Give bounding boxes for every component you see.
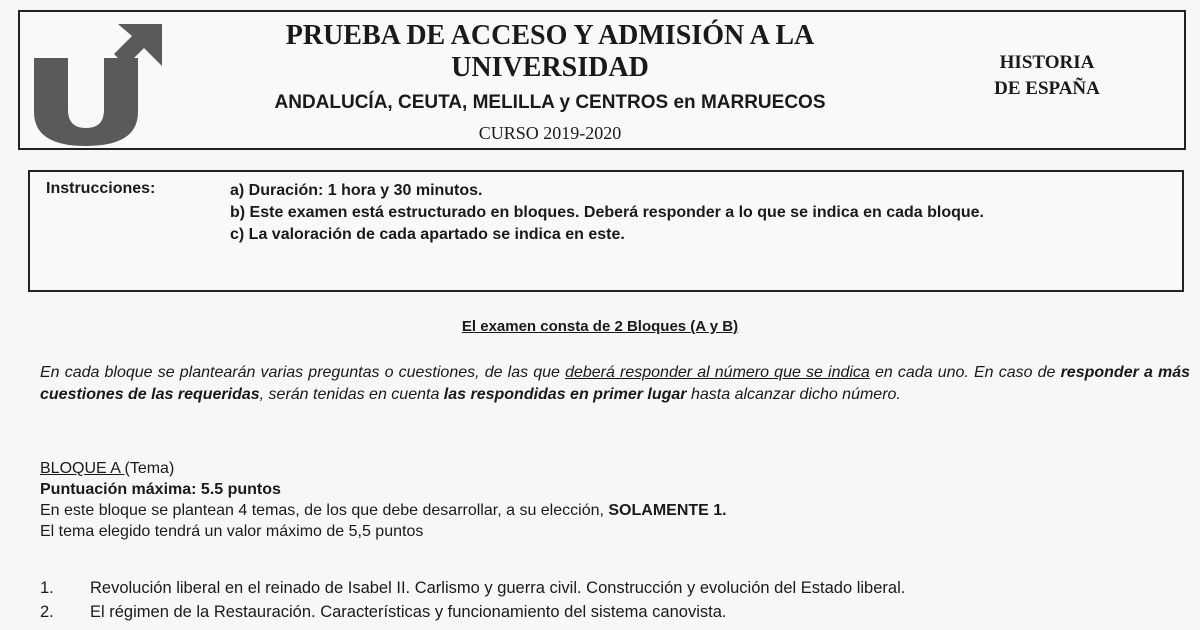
topic-number: 2. (40, 603, 54, 621)
course-label: CURSO 2019-2020 (478, 123, 622, 143)
intro-text-4: hasta alcanzar dicho número. (686, 386, 901, 403)
bloque-a-type: (Tema) (124, 460, 175, 477)
title-area (230, 20, 870, 144)
list-item (40, 600, 1190, 624)
bloque-a-note: El tema elegido tendrá un valor máximo de 5,5 puntos (40, 523, 424, 540)
intro-text-2: en cada uno. En caso de (869, 364, 1061, 381)
bloque-a-description (40, 500, 1190, 521)
bloque-a-heading (40, 458, 1190, 479)
intro-bold-1: responder a más cuestiones de las requeridas (40, 364, 1191, 403)
instruction-item: c) La valoración de cada apartado se indica en este. (230, 226, 625, 243)
topic-number: 1. (40, 579, 54, 597)
intro-paragraph (40, 362, 1190, 406)
intro-bold-2: las respondidas en primer lugar (443, 386, 687, 403)
bloque-a-title: BLOQUE A (40, 460, 125, 477)
bloque-a-section (40, 458, 1190, 542)
subject-label (932, 50, 1162, 102)
topic-list (40, 576, 1190, 624)
title-line-2: UNIVERSIDAD (451, 52, 649, 83)
bloque-a-desc-bold: SOLAMENTE 1. (608, 502, 727, 519)
intro-text-3: , serán tenidas en cuenta (259, 386, 444, 403)
bloque-a-desc-text: En este bloque se plantean 4 temas, de los que debe desarrollar, a su elección, (40, 502, 609, 519)
exam-structure-heading: El examen consta de 2 Bloques (A y B) (461, 318, 739, 335)
intro-text-1: En cada bloque se plantearán varias preguntas o cuestiones, de las que (40, 364, 566, 381)
subtitle: ANDALUCÍA, CEUTA, MELILLA y CENTROS en MARRUECOS (274, 92, 826, 113)
topic-text: El régimen de la Restauración. Características y funcionamiento del sistema canovista. (90, 603, 727, 621)
header-box (18, 10, 1186, 150)
instruction-item: a) Duración: 1 hora y 30 minutos. (230, 182, 483, 199)
subject-line-2: DE ESPAÑA (994, 78, 1100, 99)
instructions-box (28, 170, 1184, 292)
intro-underlined: deberá responder al número que se indica (565, 364, 870, 381)
topic-text: Revolución liberal en el reinado de Isabel II. Carlismo y guerra civil. Construcción y evolución del Estado liberal. (90, 579, 906, 597)
subject-line-1: HISTORIA (999, 52, 1095, 73)
university-logo (28, 18, 168, 148)
bloque-a-max-score: Puntuación máxima: 5.5 puntos (40, 481, 281, 498)
list-item (40, 576, 1190, 600)
title-line-1: PRUEBA DE ACCESO Y ADMISIÓN A LA (285, 20, 815, 51)
instructions-label: Instrucciones: (46, 180, 156, 197)
instructions-list (230, 180, 984, 246)
instruction-item: b) Este examen está estructurado en bloques. Deberá responder a lo que se indica en cada bloque. (230, 204, 984, 221)
